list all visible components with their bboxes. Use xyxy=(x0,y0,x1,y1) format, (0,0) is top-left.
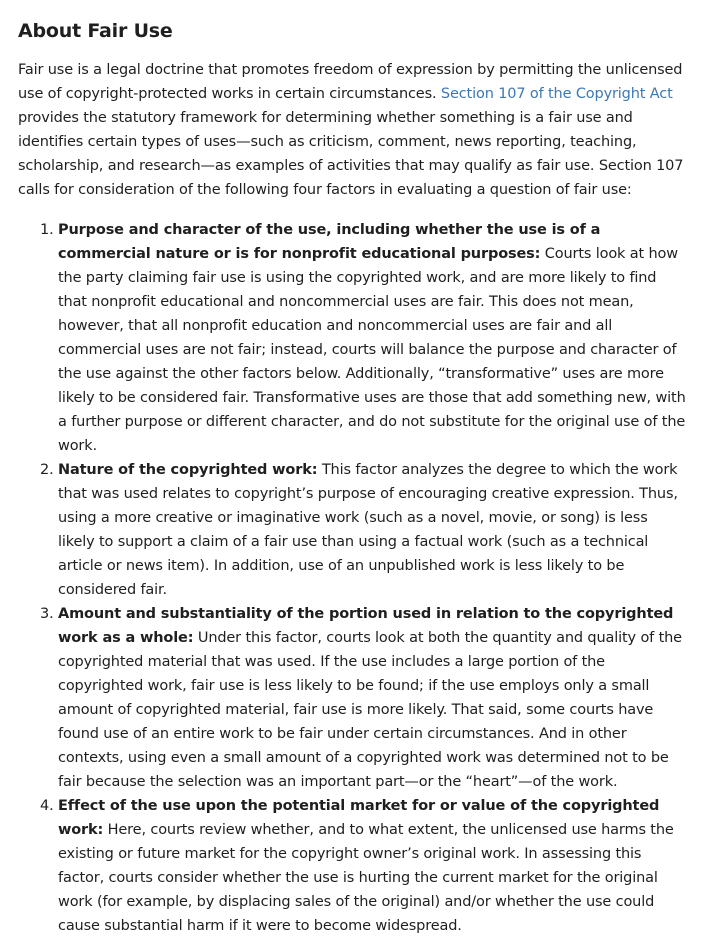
factor-item-4 xyxy=(58,794,687,938)
factor-item-2 xyxy=(58,458,687,602)
fair-use-factors-list xyxy=(18,218,687,938)
factor-body: Here, courts review whether, and to what extent, the unlicensed use harms the existing or future market for the copyright owner’s original work. In assessing this factor, courts consider whether the use is hurting the current market for the original work (for example, by displacing sales of the original) and/or whether the use could cause substantial harm if it were to become widespread. xyxy=(58,822,674,934)
factor-heading: Nature of the copyrighted work: xyxy=(58,462,318,478)
factor-item-1 xyxy=(58,218,687,458)
factor-heading: Effect of the use upon the potential market for or value of the copyrighted work: xyxy=(58,798,660,838)
intro-text-before-link: Fair use is a legal doctrine that promotes freedom of expression by permitting the unlicensed use of copyright-protected works in certain circumstances. xyxy=(18,62,683,102)
factor-item-3 xyxy=(58,602,687,794)
intro-text-after-link: provides the statutory framework for determining whether something is a fair use and identifies certain types of uses—such as criticism, comment, news reporting, teaching, scholarship, and research—as examples of activities that may qualify as fair use. Section 107 calls for consideration of the following four factors in evaluating a question of fair use: xyxy=(18,110,684,198)
factor-heading: Purpose and character of the use, including whether the use is of a commercial nature or is for nonprofit educational purposes: xyxy=(58,222,601,262)
factor-body: Under this factor, courts look at both the quantity and quality of the copyrighted material that was used. If the use includes a large portion of the copyrighted work, fair use is less likely to be found; if the use employs only a small amount of copyrighted material, fair use is more likely. That said, some courts have found use of an entire work to be fair under certain circumstances. And in other contexts, using even a small amount of a copyrighted work was determined not to be fair because the selection was an important part—or the “heart”—of the work. xyxy=(58,630,682,790)
factor-body: Courts look at how the party claiming fair use is using the copyrighted work, and are more likely to find that nonprofit educational and noncommercial uses are fair. This does not mean, however, that all nonprofit education and noncommercial uses are fair and all commercial uses are not fair; instead, courts will balance the purpose and character of the use against the other factors below. Additionally, “transformative” uses are more likely to be considered fair. Transformative uses are those that add something new, with a further purpose or different character, and do not substitute for the original use of the work. xyxy=(58,246,686,454)
factor-heading: Amount and substantiality of the portion used in relation to the copyrighted work as a whole: xyxy=(58,606,674,646)
factor-body: This factor analyzes the degree to which the work that was used relates to copyright’s purpose of encouraging creative expression. Thus, using a more creative or imaginative work (such as a novel, movie, or song) is less likely to support a claim of a fair use than using a factual work (such as a technical article or news item). In addition, use of an unpublished work is less likely to be considered fair. xyxy=(58,462,678,598)
section-107-link[interactable]: Section 107 of the Copyright Act xyxy=(440,86,673,102)
intro-paragraph xyxy=(18,58,687,202)
page-title: About Fair Use xyxy=(18,20,173,42)
